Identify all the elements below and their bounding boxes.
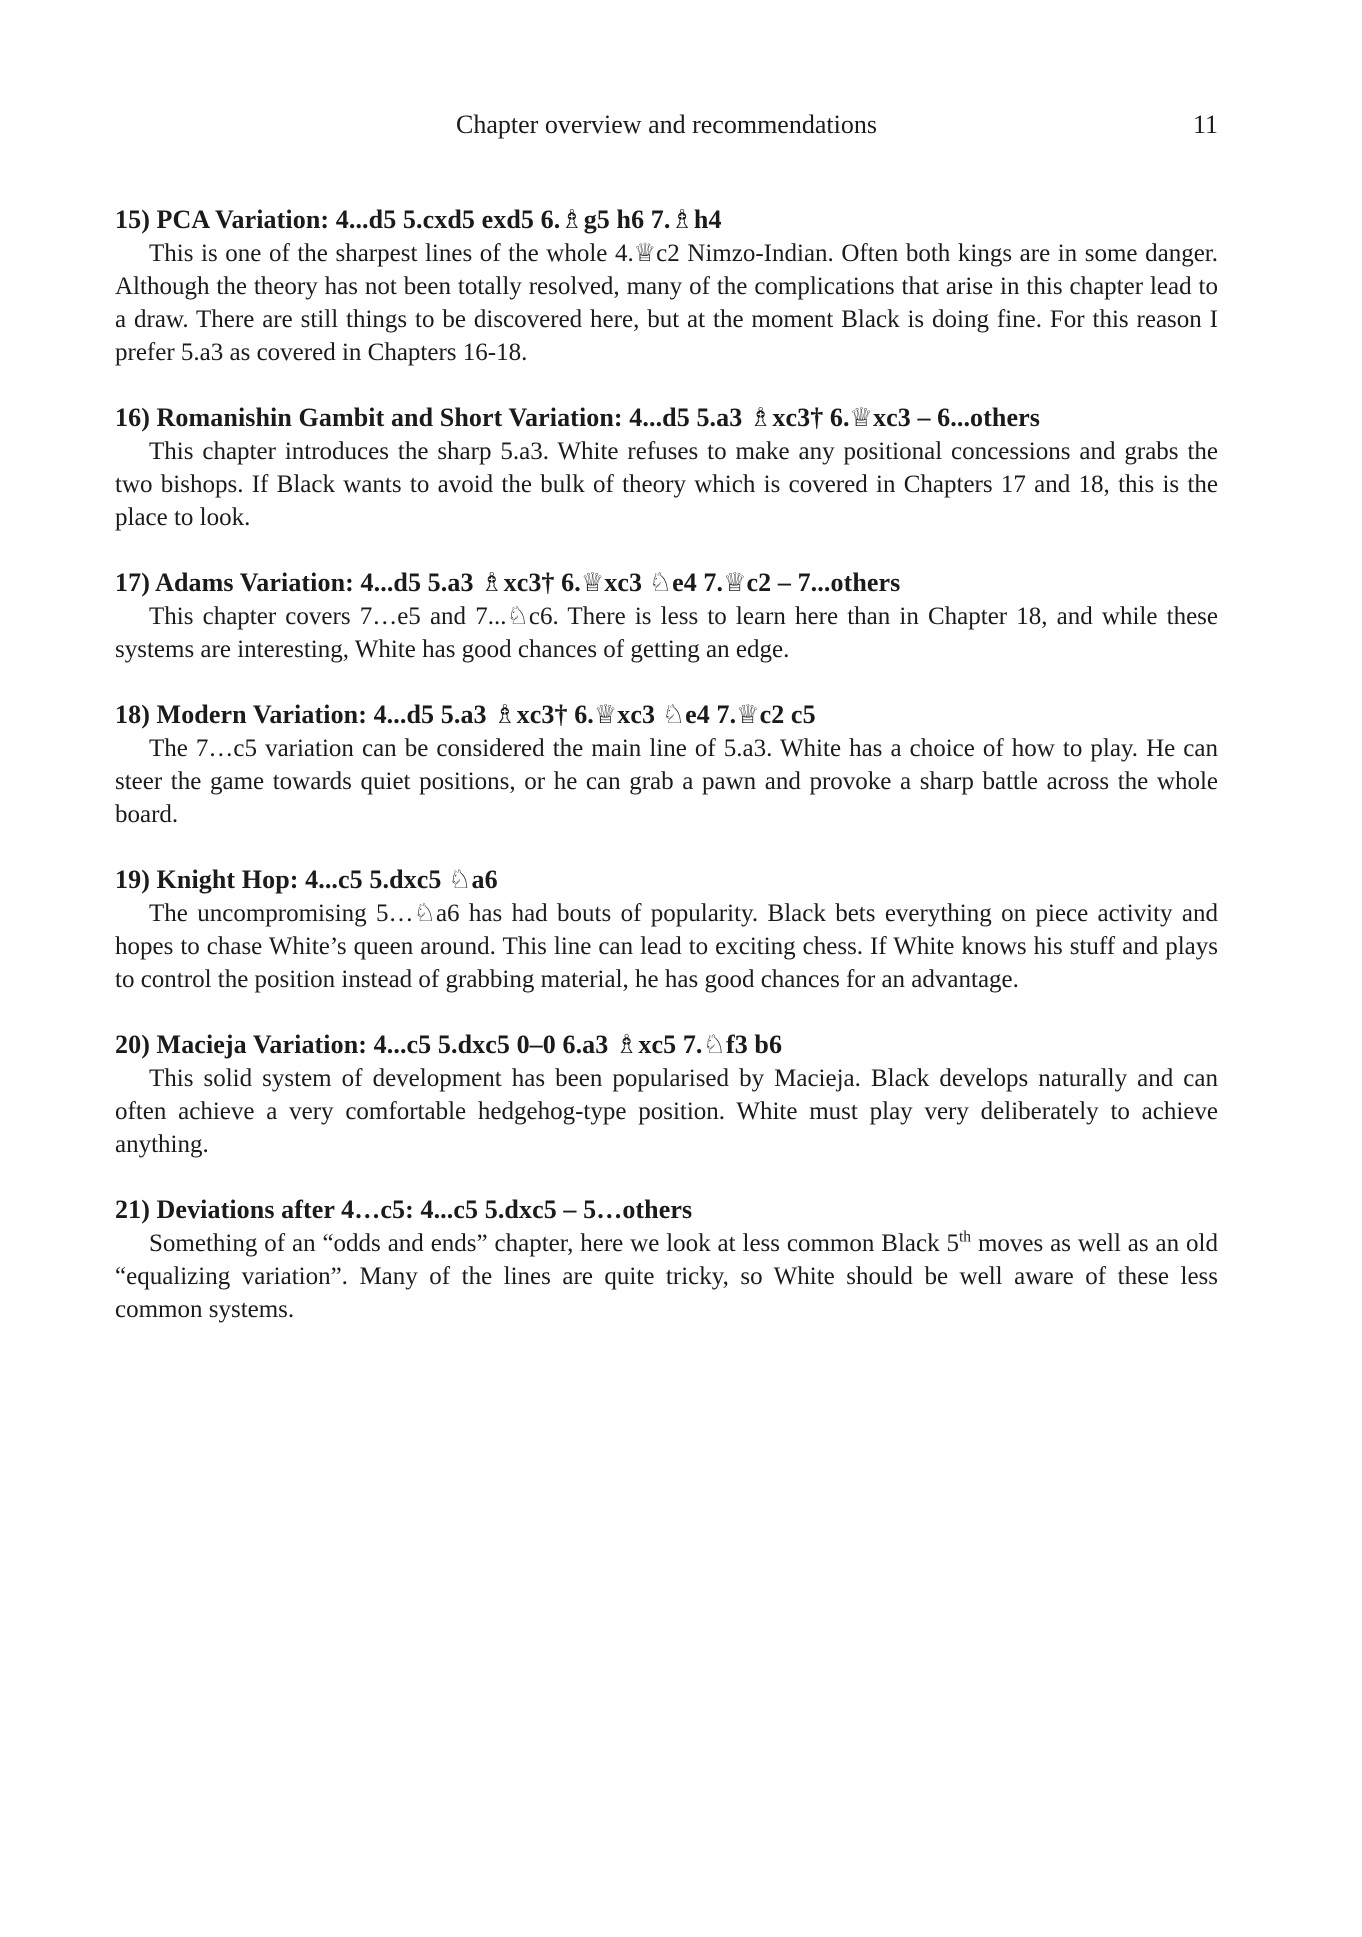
running-header bbox=[115, 108, 1218, 141]
section-paragraph: This chapter covers 7…e5 and 7...♘c6. There is less to learn here than in Chapter 18, and while these systems are interesting, White has good chances of getting an edge. bbox=[115, 603, 1218, 663]
section-pca-variation bbox=[115, 203, 1218, 369]
section-paragraph: This is one of the sharpest lines of the whole 4.♕c2 Nimzo-Indian. Often both kings are in some danger. Although the theory has not been totally resolved, many of the complications that arise in this chapter lead to a draw. There are still things to be discovered here, but at the moment Black is doing fine. For this reason I prefer 5.a3 as covered in Chapters 16-18. bbox=[115, 240, 1218, 366]
section-heading: 20) Macieja Variation: 4...c5 5.dxc5 0–0 6.a3 ♗xc5 7.♘f3 b6 bbox=[115, 1030, 783, 1059]
section-deviations bbox=[115, 1193, 1218, 1326]
section-modern-variation bbox=[115, 698, 1218, 831]
section-romanishin-gambit bbox=[115, 401, 1218, 534]
section-adams-variation bbox=[115, 566, 1218, 666]
section-paragraph: The uncompromising 5…♘a6 has had bouts of popularity. Black bets everything on piece activity and hopes to chase White’s queen around. This line can lead to exciting chess. If White knows his stuff and plays to control the position instead of grabbing material, he has good chances for an advantage. bbox=[115, 900, 1218, 993]
section-heading: 21) Deviations after 4…c5: 4...c5 5.dxc5 – 5…others bbox=[115, 1195, 693, 1224]
section-heading: 19) Knight Hop: 4...c5 5.dxc5 ♘a6 bbox=[115, 865, 498, 894]
section-paragraph bbox=[115, 1227, 1218, 1326]
ordinal-superscript: th bbox=[959, 1228, 972, 1246]
section-paragraph: The 7…c5 variation can be considered the main line of 5.a3. White has a choice of how to play. He can steer the game towards quiet positions, or he can grab a pawn and provoke a sharp battle across the whole board. bbox=[115, 735, 1218, 828]
running-header-title: Chapter overview and recommendations bbox=[456, 110, 877, 139]
page-number: 11 bbox=[1192, 110, 1218, 139]
section-macieja-variation bbox=[115, 1028, 1218, 1161]
section-heading: 18) Modern Variation: 4...d5 5.a3 ♗xc3† 6.♕xc3 ♘e4 7.♕c2 c5 bbox=[115, 700, 816, 729]
paragraph-text: moves as well as an old “equalizing variation”. Many of the lines are quite tricky, so White should be well aware of these less common systems. bbox=[115, 1230, 1218, 1323]
section-heading: 16) Romanishin Gambit and Short Variation: 4...d5 5.a3 ♗xc3† 6.♕xc3 – 6...others bbox=[115, 403, 1040, 432]
section-heading: 17) Adams Variation: 4...d5 5.a3 ♗xc3† 6.♕xc3 ♘e4 7.♕c2 – 7...others bbox=[115, 568, 901, 597]
section-paragraph: This solid system of development has been popularised by Macieja. Black develops naturally and can often achieve a very comfortable hedgehog-type position. White must play very deliberately to achieve anything. bbox=[115, 1065, 1218, 1158]
section-paragraph: This chapter introduces the sharp 5.a3. White refuses to make any positional concessions and grabs the two bishops. If Black wants to avoid the bulk of theory which is covered in Chapters 17 and 18, this is the place to look. bbox=[115, 438, 1218, 531]
section-knight-hop bbox=[115, 863, 1218, 996]
page-content bbox=[115, 203, 1218, 1326]
section-heading: 15) PCA Variation: 4...d5 5.cxd5 exd5 6.♗g5 h6 7.♗h4 bbox=[115, 205, 722, 234]
paragraph-text: Something of an “odds and ends” chapter, here we look at less common Black 5 bbox=[149, 1230, 959, 1257]
